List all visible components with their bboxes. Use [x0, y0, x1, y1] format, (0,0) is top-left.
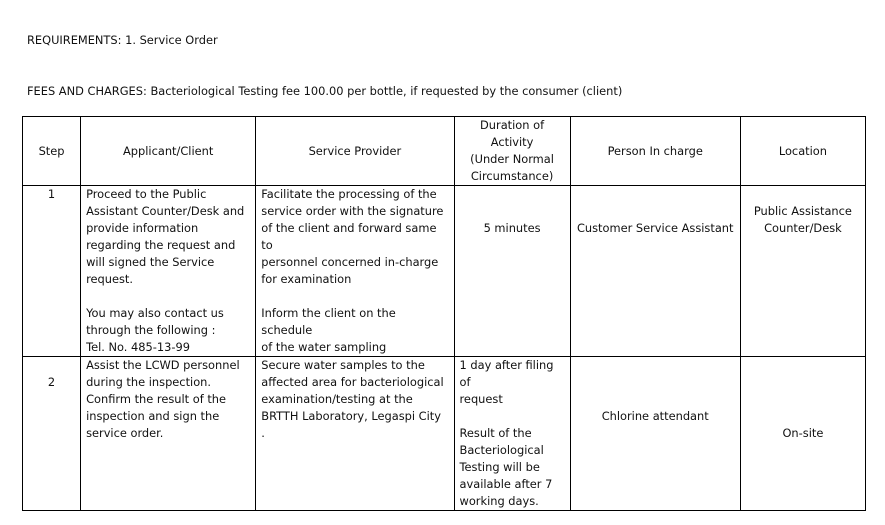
process-table [22, 116, 866, 511]
text-line: examination/testing at the [261, 392, 413, 406]
text-line: available after 7 [459, 477, 553, 491]
row-1-step: 1 [23, 186, 81, 357]
text-line: Assist the LCWD personnel [86, 358, 240, 372]
header-duration-line: (Under Normal [470, 152, 554, 166]
row-1-applicant [81, 186, 256, 357]
row-1-duration [454, 186, 570, 357]
text-line: BRTTH Laboratory, Legaspi City [261, 409, 441, 423]
header-applicant: Applicant/Client [81, 117, 256, 186]
text-line: 1 day after filing of [459, 358, 554, 389]
text-line: Testing will be [459, 460, 540, 474]
row-1-location [740, 186, 865, 357]
text-line: Inform the client on the schedule [261, 306, 396, 337]
header-duration [454, 117, 570, 186]
row-1-provider [256, 186, 454, 357]
fees-line: FEES AND CHARGES: Bacteriological Testing fee 100.00 per bottle, if requested by the consumer (client) [27, 84, 623, 98]
table-header-row [23, 117, 866, 186]
row-1-person [570, 186, 740, 357]
row-2-person [570, 357, 740, 511]
requirements-line: REQUIREMENTS: 1. Service Order [27, 33, 218, 47]
row-2-location [740, 357, 865, 511]
text-line: Counter/Desk [764, 221, 842, 235]
header-person: Person In charge [570, 117, 740, 186]
text-line: Assistant Counter/Desk and [86, 204, 245, 218]
header-location: Location [740, 117, 865, 186]
header-provider: Service Provider [256, 117, 454, 186]
text-line: Bacteriological [459, 443, 544, 457]
table-row [23, 186, 866, 357]
header-duration-line: Activity [490, 135, 534, 149]
text-line: Proceed to the Public [86, 187, 207, 201]
text-line: regarding the request and [86, 238, 236, 252]
text-line: Chlorine attendant [601, 409, 709, 423]
text-line: request. [86, 272, 133, 286]
row-2-step [23, 357, 81, 511]
row-2-provider [256, 357, 454, 511]
text-line: service order. [86, 426, 164, 440]
text-line: service order with the signature [261, 204, 444, 218]
text-line: inspection and sign the [86, 409, 220, 423]
text-line: 5 minutes [483, 221, 541, 235]
text-line: Customer Service Assistant [576, 221, 734, 235]
text-line: of the client and forward same to [261, 221, 437, 252]
text-line: On-site [782, 426, 824, 440]
header-duration-line: Circumstance) [470, 169, 554, 183]
text-line: 2 [47, 375, 56, 389]
text-line: provide information [86, 221, 199, 235]
text-line: Confirm the result of the [86, 392, 227, 406]
text-line: will signed the Service [86, 255, 215, 269]
text-line: Result of the [459, 426, 532, 440]
row-2-duration [454, 357, 570, 511]
text-line: . [261, 426, 265, 440]
text-line: Tel. No. 485-13-99 [86, 340, 190, 354]
text-line: for examination [261, 272, 352, 286]
row-2-applicant [81, 357, 256, 511]
header-step: Step [23, 117, 81, 186]
text-line: Facilitate the processing of the [261, 187, 437, 201]
text-line: affected area for bacteriological [261, 375, 444, 389]
text-line: during the inspection. [86, 375, 212, 389]
text-line: Secure water samples to the [261, 358, 425, 372]
text-line: request [459, 392, 503, 406]
text-line: You may also contact us [86, 306, 224, 320]
text-line: working days. [459, 494, 539, 508]
text-line: through the following : [86, 323, 216, 337]
text-line: personnel concerned in-charge [261, 255, 439, 269]
text-line: of the water sampling [261, 340, 387, 354]
header-duration-line: Duration of [480, 118, 545, 132]
text-line: Public Assistance [753, 204, 852, 218]
table-row [23, 357, 866, 511]
